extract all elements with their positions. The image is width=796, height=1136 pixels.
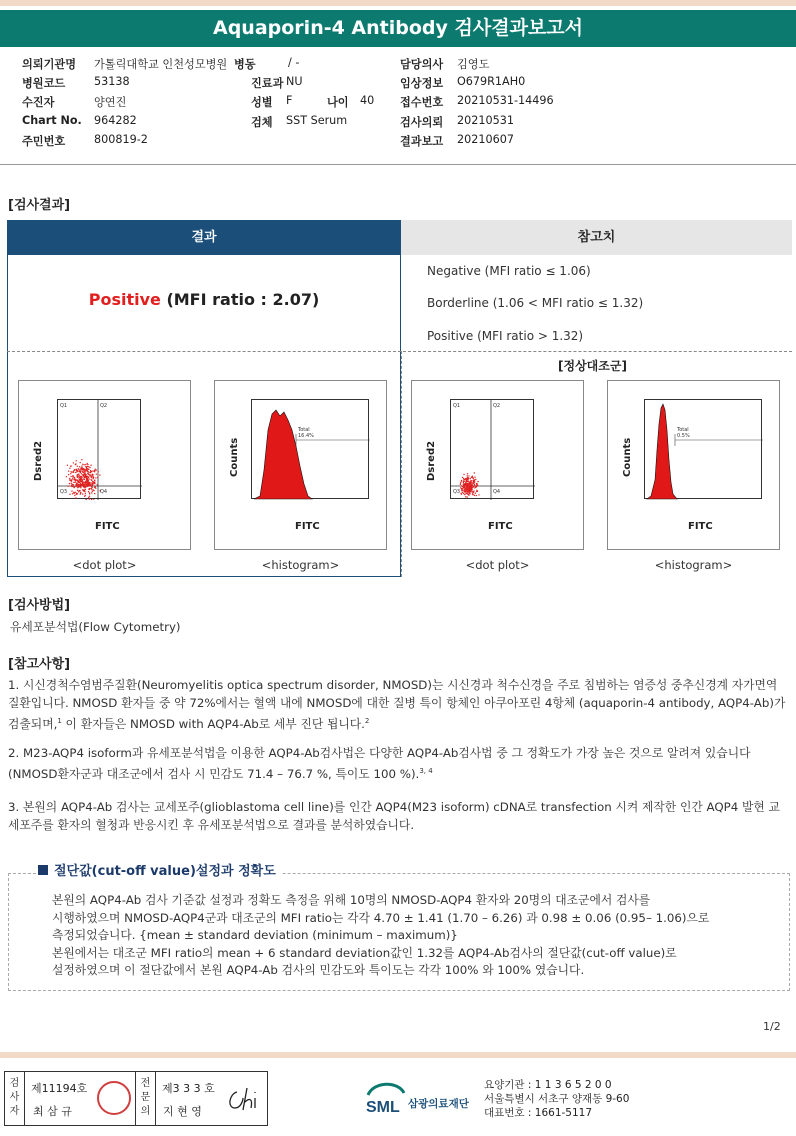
logo-text: SML [366, 1099, 400, 1116]
control-histogram-area [644, 399, 762, 499]
specialist-name: 지 현 영 [163, 1105, 202, 1118]
company-name: 삼광의료재단 [408, 1098, 469, 1110]
result-value [7, 290, 401, 309]
histogram-svg [252, 400, 370, 500]
control-dot-plot-area [450, 399, 534, 499]
method-section-title: [검사방법] [8, 598, 71, 613]
control-histogram-svg [645, 400, 763, 500]
patient-hist-caption: <histogram> [261, 558, 340, 572]
dept-value: NU [286, 75, 303, 88]
inspector-label-text: 검사자 [9, 1078, 20, 1117]
page-number: 1/2 [763, 1020, 781, 1033]
control-gate-percent: 0.5% [677, 433, 690, 439]
quad-label-4: Q4 [100, 489, 108, 495]
clinical-label: 임상정보 [400, 77, 444, 90]
footer-accent-bar [0, 1052, 796, 1058]
id-value: 800819-2 [94, 133, 148, 146]
inspector-seal [97, 1081, 131, 1115]
square-bullet-icon [38, 865, 48, 875]
control-quad-label-2: Q2 [493, 403, 501, 409]
sml-logo-icon [364, 1079, 482, 1117]
cutoff-title-text: 절단값(cut-off value)설정과 정확도 [54, 864, 276, 879]
quad-label-2: Q2 [100, 403, 108, 409]
divider [0, 164, 796, 165]
note-2 [8, 744, 790, 783]
patient-histogram [214, 380, 387, 550]
quad-label-3: Q3 [60, 489, 68, 495]
control-dot-ylabel: Dsred2 [426, 440, 437, 481]
company-phone: 대표번호 : 1661-5117 [484, 1107, 593, 1119]
hist-ylabel: Counts [229, 437, 240, 477]
sex-label: 성별 [251, 96, 273, 109]
age-label: 나이 [327, 96, 349, 109]
receipt-label: 접수번호 [400, 96, 444, 109]
gate-label: Total [298, 427, 310, 433]
control-quad-label-4: Q4 [493, 489, 501, 495]
clinical-value: O679R1AH0 [457, 75, 526, 88]
id-label: 주민번호 [22, 135, 66, 148]
specimen-value: SST Serum [286, 114, 348, 127]
control-label: [정상대조군] [558, 359, 627, 373]
receipt-value: 20210531-14496 [457, 94, 554, 107]
inspector-name: 최 삼 규 [33, 1105, 72, 1118]
company-info [484, 1078, 629, 1120]
signature-icon [225, 1084, 265, 1114]
results-dashed-divider [7, 351, 792, 352]
hospital-code-value: 53138 [94, 75, 130, 88]
dot-plot-area [57, 399, 141, 499]
report-date-value: 20210607 [457, 133, 514, 146]
reference-header: 참고치 [401, 220, 792, 255]
results-section-title: [검사결과] [8, 198, 71, 213]
cutoff-line-2: 시행하였으며 NMOSD-AQP4군과 대조군의 MFI ratio는 각각 4.70 ± 1.41 (1.70 – 6.26) 과 0.98 ± 0.06 (0.95– 1.06)으로 [52, 910, 710, 925]
control-gate-label: Total [677, 427, 689, 433]
dot-ylabel: Dsred2 [33, 440, 44, 481]
cutoff-title [36, 860, 282, 879]
result-mfi: (MFI ratio : 2.07) [166, 290, 320, 309]
specialist-no: 제3 3 3 호 [162, 1082, 215, 1095]
control-quad-label-1: Q1 [453, 403, 461, 409]
control-dot-xlabel: FITC [488, 521, 513, 532]
results-dashed-vertical [401, 351, 402, 577]
control-dot-plot [411, 380, 584, 550]
sex-value: F [286, 94, 293, 107]
method-text: 유세포분석법(Flow Cytometry) [10, 620, 181, 634]
note-2-text: 2. M23-AQP4 isoform과 유세포분석법을 이용한 AQP4-Ab검사법은 다양한 AQP4-Ab검사법 중 그 정확도가 가장 높은 것으로 알려져 있습니다(NMOSD환자군과 대조군에서 검사 시 민감도 71.4 – 76.7 %, 특이도 100 %). [8, 746, 751, 781]
patient-info [22, 56, 782, 156]
hospital-code-label: 병원코드 [22, 77, 66, 90]
dot-plot-svg [58, 400, 142, 500]
note-1 [8, 676, 790, 733]
control-hist-ylabel: Counts [622, 437, 633, 477]
chart-label: Chart No. [22, 114, 82, 127]
institution-value: 가톨릭대학교 인천성모병원 [94, 58, 228, 71]
institution-label: 의뢰기관명 [22, 58, 77, 71]
note-1-text-a: 1. 시신경척수염범주질환(Neuromyelitis optica spectrum disorder, NMOSD)는 시신경과 척수신경을 주로 침범하는 염증성 중추신경계 자가면역 질환입니다. NMOSD 환자들 중 약 72%에서는 혈액 내에 NMOSD에 대한 질병 특이 항체인 아쿠아포린 4항체 (aquaporin-4 antibody, AQP4-Ab)가 검출되며, [8, 678, 786, 731]
control-histogram [607, 380, 780, 550]
top-accent-bar [0, 0, 796, 6]
cutoff-line-4: 본원에서는 대조군 MFI ratio의 mean + 6 standard deviation값인 1.32를 AQP4-Ab검사의 절단값(cut-off value)로 [52, 945, 677, 960]
note-3: 3. 본원의 AQP4-Ab 검사는 교세포주(glioblastoma cell line)를 인간 AQP4(M23 isoform) cDNA로 transfection 시켜 제작한 인간 AQP4 발현 교세포주를 환자의 혈청과 반응시킨 후 유세포분석법으로 결과를 분석하였습니다. [8, 800, 780, 832]
result-header: 결과 [7, 220, 401, 255]
control-dot-caption: <dot plot> [465, 558, 530, 572]
chart-value: 964282 [94, 114, 137, 127]
note-1-ref-2: 2 [364, 717, 370, 725]
specialist-label-text: 전문의 [140, 1078, 151, 1117]
result-positive: Positive [88, 290, 161, 309]
gate-percent: 16.4% [298, 433, 314, 439]
doctor-label: 담당의사 [400, 58, 444, 71]
patient-dot-caption: <dot plot> [72, 558, 137, 572]
patient-label: 수진자 [22, 96, 55, 109]
control-dot-plot-svg [451, 400, 535, 500]
dept-label: 진료과 [251, 77, 284, 90]
ref-positive: Positive (MFI ratio > 1.32) [427, 329, 584, 343]
inspector-label [5, 1072, 25, 1125]
cutoff-line-1: 본원의 AQP4-Ab 검사 기준값 설정과 정확도 측정을 위해 10명의 NMOSD-AQP4 환자와 20명의 대조군에서 검사를 [52, 893, 651, 907]
ward-value: / - [288, 56, 300, 69]
patient-value: 양연진 [94, 96, 127, 109]
note-1-text-b: 이 환자들은 NMOSD with AQP4-Ab로 세부 진단 됩니다. [61, 716, 365, 731]
cutoff-line-5: 설정하였으며 이 절단값에서 본원 AQP4-Ab 검사의 민감도와 특이도는 각각 100% 와 100% 였습니다. [52, 963, 585, 977]
notes-section-title: [참고사항] [8, 657, 71, 672]
report-title: Aquaporin-4 Antibody 검사결과보고서 [0, 10, 796, 47]
company-address: 서울특별시 서초구 양재동 9-60 [484, 1093, 630, 1105]
org-code: 요양기관 : 1 1 3 6 5 2 0 0 [484, 1079, 612, 1091]
specimen-label: 검체 [251, 116, 273, 129]
doctor-value: 김영도 [457, 58, 490, 71]
inspector-no: 제11194호 [31, 1082, 88, 1095]
patient-dot-plot [18, 380, 191, 550]
ref-negative: Negative (MFI ratio ≤ 1.06) [427, 264, 591, 278]
quad-label-1: Q1 [60, 403, 68, 409]
age-value: 40 [360, 94, 375, 107]
report-date-label: 결과보고 [400, 135, 444, 148]
note-1-ref-1: 1 [57, 717, 62, 725]
control-quad-label-3: Q3 [453, 489, 461, 495]
ref-borderline: Borderline (1.06 < MFI ratio ≤ 1.32) [427, 296, 644, 310]
control-hist-xlabel: FITC [688, 521, 713, 532]
control-hist-caption: <histogram> [654, 558, 733, 572]
histogram-area [251, 399, 369, 499]
hist-xlabel: FITC [295, 521, 320, 532]
cutoff-line-3: 측정되었습니다. {mean ± standard deviation (minimum – maximum)} [52, 928, 458, 942]
specialist-label [136, 1072, 156, 1125]
ward-label: 병동 [234, 58, 256, 71]
company-logo [364, 1079, 482, 1121]
request-value: 20210531 [457, 114, 514, 127]
note-2-ref: 3, 4 [419, 767, 433, 775]
signature-block [4, 1071, 268, 1126]
request-label: 검사의뢰 [400, 116, 444, 129]
cutoff-text [52, 892, 782, 980]
dot-xlabel: FITC [95, 521, 120, 532]
